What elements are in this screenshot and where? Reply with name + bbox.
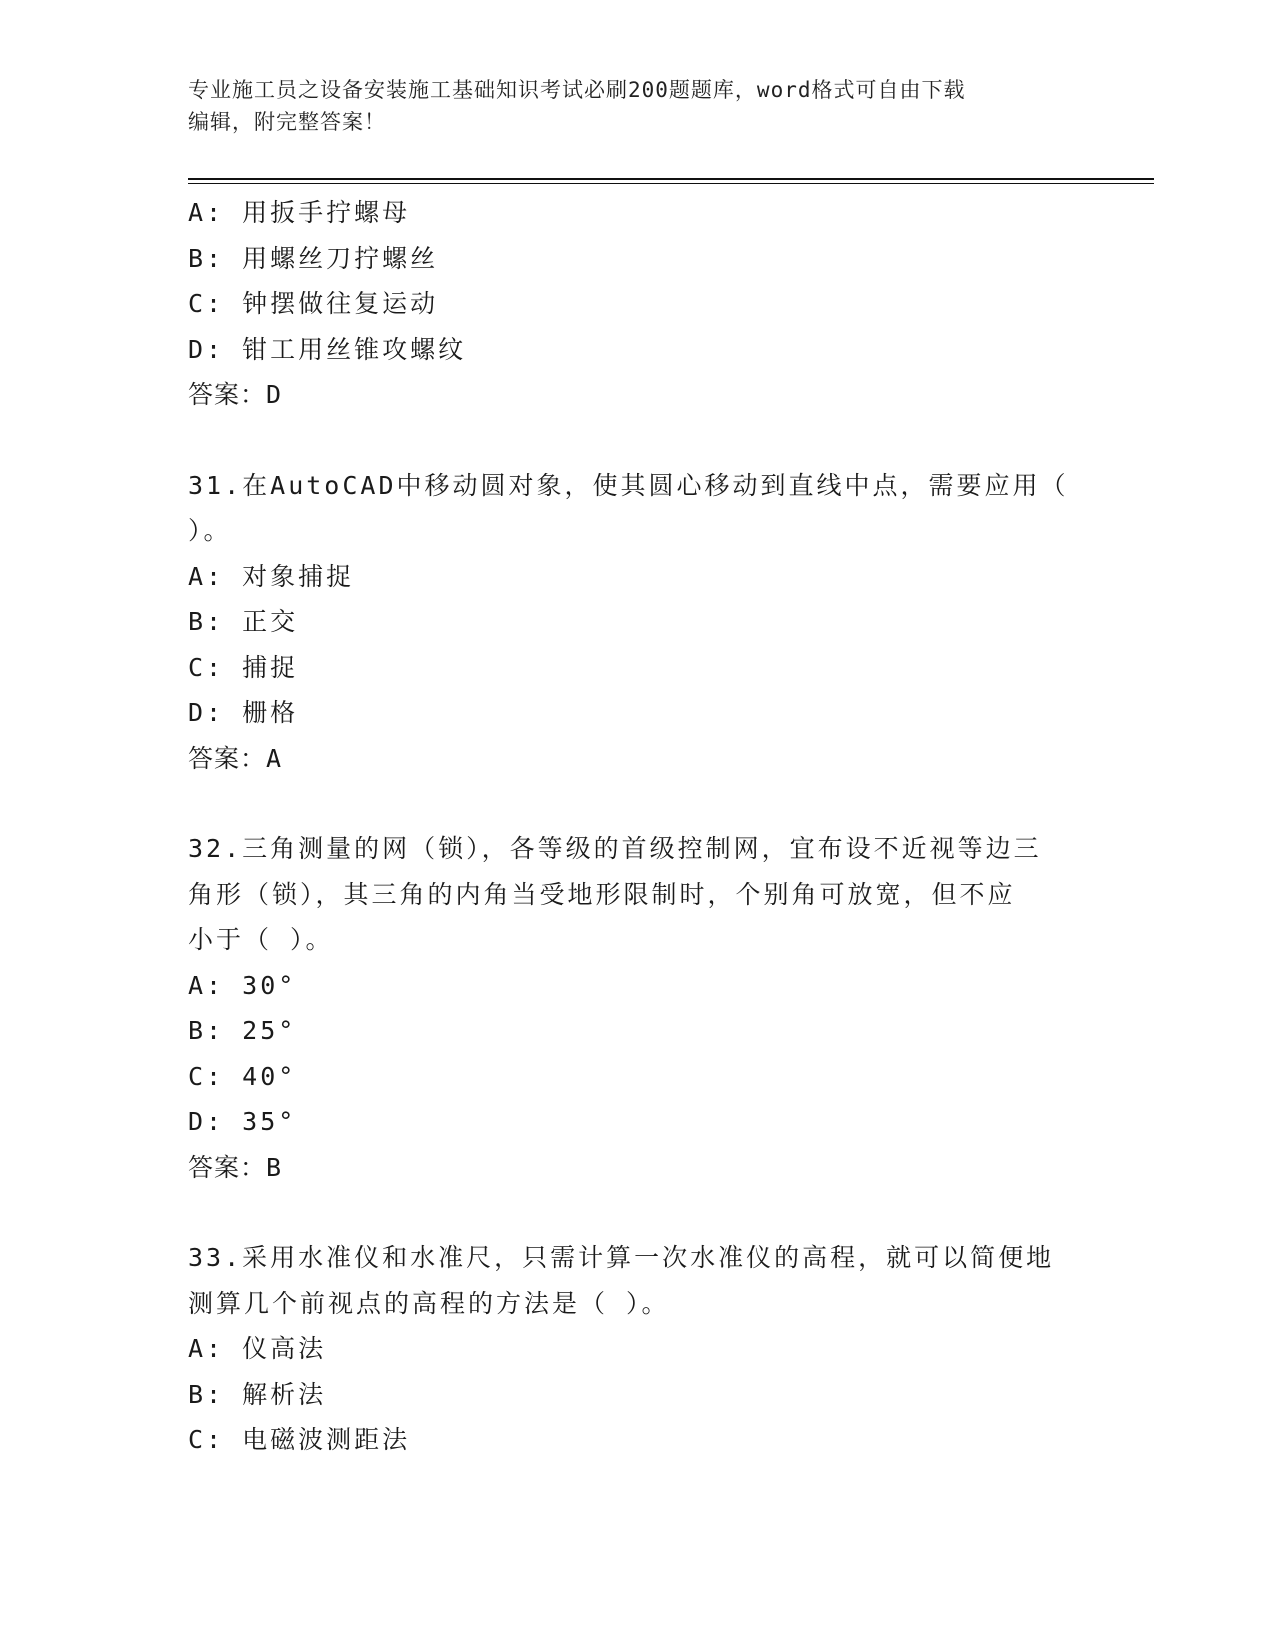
question-stem-line: 32.三角测量的网（锁），各等级的首级控制网，宜布设不近视等边三 — [188, 834, 1042, 863]
option-c: C: 电磁波测距法 — [188, 1425, 411, 1454]
answer-value: D — [266, 380, 284, 409]
header-title-line-2: 编辑，附完整答案！ — [188, 110, 386, 134]
option-b: B: 解析法 — [188, 1379, 327, 1409]
option-c: C: 40° — [188, 1061, 297, 1091]
spacer — [188, 781, 1088, 826]
option-d: D: 钳工用丝锥攻螺纹 — [188, 334, 467, 364]
question-32 — [188, 826, 1088, 1190]
question-stem-line: 角形（锁），其三角的内角当受地形限制时，个别角可放宽，但不应 — [188, 879, 1016, 909]
option-b: B: 25° — [188, 1016, 297, 1045]
question-stem-line: ）。 — [188, 516, 232, 545]
option-d: D: 栅格 — [188, 698, 299, 727]
answer-label: 答案： — [188, 1152, 267, 1182]
spacer — [188, 1190, 1088, 1235]
question-stem-line: 31.在AutoCAD中移动圆对象，使其圆心移动到直线中点，需要应用（ — [188, 470, 1069, 500]
option-a: A: 用扳手拧螺母 — [188, 198, 411, 227]
question-33 — [188, 1235, 1088, 1463]
header-title-line-1: 专业施工员之设备安装施工基础知识考试必刷200题题库，word格式可自由下载 — [188, 78, 966, 102]
option-a: A: 对象捕捉 — [188, 561, 355, 591]
question-stem-line: 小于（ ）。 — [188, 925, 334, 954]
answer-line — [188, 372, 1088, 418]
document-header — [188, 74, 1068, 138]
question-30 — [188, 190, 1088, 418]
answer-label: 答案： — [188, 743, 267, 773]
spacer — [188, 418, 1088, 463]
option-c: C: 捕捉 — [188, 652, 299, 682]
answer-line — [188, 1145, 1088, 1191]
question-stem-line: 测算几个前视点的高程的方法是（ ）。 — [188, 1288, 670, 1318]
question-content — [188, 190, 1088, 1463]
option-c: C: 钟摆做往复运动 — [188, 289, 439, 318]
question-31 — [188, 463, 1088, 782]
option-b: B: 用螺丝刀拧螺丝 — [188, 243, 439, 273]
option-a: A: 仪高法 — [188, 1334, 327, 1363]
option-a: A: 30° — [188, 970, 297, 1000]
option-d: D: 35° — [188, 1107, 297, 1136]
answer-value: A — [266, 743, 284, 773]
question-stem-line: 33.采用水准仪和水准尺，只需计算一次水准仪的高程，就可以简便地 — [188, 1243, 1055, 1272]
answer-label: 答案： — [188, 380, 267, 409]
option-b: B: 正交 — [188, 607, 299, 636]
answer-value: B — [266, 1152, 284, 1182]
header-divider-thin — [188, 183, 1154, 184]
answer-line — [188, 736, 1088, 782]
header-divider-thick — [188, 178, 1154, 180]
